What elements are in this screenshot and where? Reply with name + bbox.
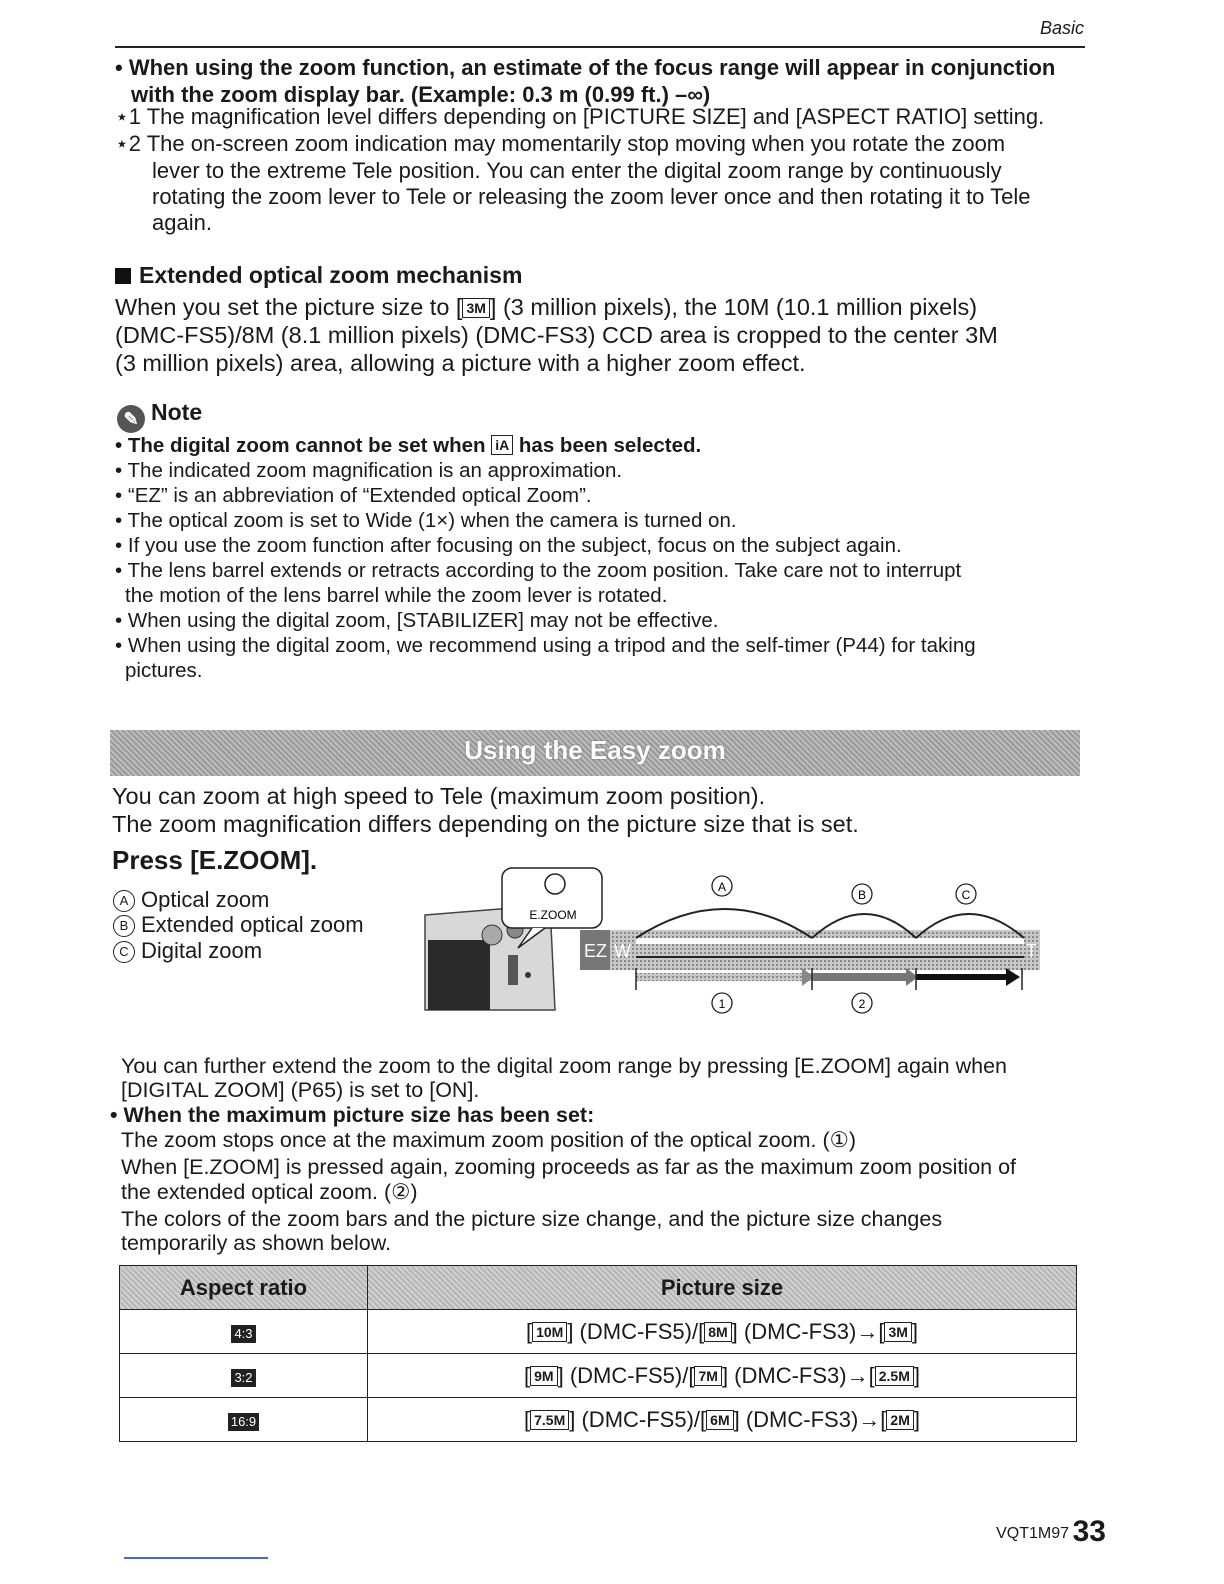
easy-zoom-intro-2: The zoom magnification differs depending on the picture size that is set. <box>112 811 859 837</box>
mark-c-icon: C <box>113 941 135 963</box>
note-bullet-bold: • The digital zoom cannot be set when iA has been selected. <box>115 434 702 457</box>
extended-para-3: (3 million pixels) area, allowing a picture with a higher zoom effect. <box>115 350 806 376</box>
section-banner <box>110 730 1080 776</box>
further-1: You can further extend the zoom to the digital zoom range by pressing [E.ZOOM] again when <box>121 1054 1007 1078</box>
footnote-2-line-d: again. <box>152 210 212 235</box>
note-item: • When using the digital zoom, we recommend using a tripod and the self-timer (P44) for taking <box>115 634 976 657</box>
size-icon: 2.5M <box>875 1366 914 1386</box>
note-item: • The lens barrel extends or retracts according to the zoom position. Take care not to interrupt <box>115 559 962 582</box>
square-bullet-icon <box>115 268 131 284</box>
diagram-num-2: 2 <box>858 997 866 1011</box>
focus-range-bullet: • When using the zoom function, an estimate of the focus range will appear in conjunction with the zoom display bar. (Example: 0.3 m (0.99 ft.) –∞) <box>115 55 1056 107</box>
size-icon: 7M <box>694 1366 721 1386</box>
diagram-mark-a: A <box>717 880 727 894</box>
extended-para-2: (DMC-FS5)/8M (8.1 million pixels) (DMC-FS3) CCD area is cropped to the center 3M <box>115 322 998 348</box>
zoom-bar-track <box>636 938 1024 944</box>
mark-b-icon: B <box>113 915 135 937</box>
press-ezoom-heading: Press [E.ZOOM]. <box>112 845 318 875</box>
diagram-mark-c: C <box>961 888 971 902</box>
table-row: 3:2 [ 9M ] (DMC-FS5)/[ 7M ] (DMC-FS3)→[ 2.5M ] <box>120 1354 1077 1398</box>
header-picture-size: Picture size <box>368 1266 1077 1310</box>
max-size-line-3: the extended optical zoom. (②) <box>121 1180 418 1204</box>
aspect-ratio-icon: 16:9 <box>228 1413 259 1431</box>
ez-label: EZ <box>584 941 608 961</box>
easy-zoom-diagram <box>420 860 1045 1020</box>
extended-para-1: When you set the picture size to [ 3M ] (3 million pixels), the 10M (10.1 million pixels) <box>115 294 978 320</box>
header-aspect-ratio: Aspect ratio <box>120 1266 368 1310</box>
footnote-1: ⋆1 The magnification level differs depending on [PICTURE SIZE] and [ASPECT RATIO] setting. <box>115 104 1045 129</box>
further-2: [DIGITAL ZOOM] (P65) is set to [ON]. <box>121 1078 480 1102</box>
max-size-line-1: The zoom stops once at the maximum zoom position of the optical zoom. (①) <box>121 1128 857 1152</box>
header-rule <box>115 46 1085 48</box>
ezoom-button-label: E.ZOOM <box>529 908 577 922</box>
note-item: • If you use the zoom function after focusing on the subject, focus on the subject again. <box>115 534 902 557</box>
size-icon: 7.5M <box>530 1410 569 1430</box>
size-icon: 3M <box>884 1322 911 1342</box>
document-code: VQT1M97 <box>996 1525 1069 1542</box>
note-item: • “EZ” is an abbreviation of “Extended optical Zoom”. <box>115 484 592 507</box>
diagram-mark-b: B <box>857 888 867 902</box>
mark-a-icon: A <box>113 890 135 912</box>
tele-label: T <box>1026 941 1037 961</box>
pencil-icon: ✎ <box>117 405 145 433</box>
size-icon: 10M <box>532 1322 567 1342</box>
wide-label: W <box>614 941 631 961</box>
legend-extended: B Extended optical zoom <box>113 911 364 938</box>
picture-size-table <box>119 1265 1077 1442</box>
note-item-cont: the motion of the lens barrel while the zoom lever is rotated. <box>125 584 668 607</box>
page-number: 33 <box>1072 1515 1106 1548</box>
intelligent-auto-icon: iA <box>491 435 513 455</box>
footnote-2-line-b: lever to the extreme Tele position. You can enter the digital zoom range by continuously <box>152 158 1002 183</box>
aspect-ratio-icon: 3:2 <box>231 1369 255 1387</box>
note-title: ✎ Note <box>117 399 202 433</box>
size-icon: 9M <box>530 1366 557 1386</box>
arrow-step-1 <box>636 973 812 981</box>
note-item-cont: pictures. <box>125 659 203 682</box>
size-icon: 6M <box>706 1410 733 1430</box>
max-size-heading: • When the maximum picture size has been set: <box>110 1103 595 1127</box>
legend-optical: A Optical zoom <box>113 886 269 913</box>
diagram-num-1: 1 <box>718 997 726 1011</box>
legend-digital: C Digital zoom <box>113 937 262 964</box>
max-size-line-5: temporarily as shown below. <box>121 1231 392 1255</box>
arrow-step-3 <box>916 974 1012 980</box>
note-item: • The indicated zoom magnification is an approximation. <box>115 459 623 482</box>
max-size-line-4: The colors of the zoom bars and the picture size change, and the picture size changes <box>121 1207 943 1231</box>
banner-title: Using the Easy zoom <box>464 735 726 765</box>
note-item: • When using the digital zoom, [STABILIZER] may not be effective. <box>115 609 719 632</box>
note-item: • The optical zoom is set to Wide (1×) when the camera is turned on. <box>115 509 737 532</box>
footnote-2-line-c: rotating the zoom lever to Tele or releasing the zoom lever once and then rotating it to Tele <box>152 184 1031 209</box>
section-label: Basic <box>1039 18 1084 38</box>
size-icon: 8M <box>704 1322 731 1342</box>
picture-size-icon: 3M <box>462 298 489 318</box>
extended-heading: Extended optical zoom mechanism <box>115 262 522 289</box>
footer-rule <box>124 1557 268 1559</box>
easy-zoom-intro-1: You can zoom at high speed to Tele (maximum zoom position). <box>112 783 766 809</box>
max-size-line-2: When [E.ZOOM] is pressed again, zooming proceeds as far as the maximum zoom position of <box>121 1155 1017 1179</box>
size-icon: 2M <box>886 1410 913 1430</box>
arrow-step-2 <box>812 973 912 981</box>
table-row: 4:3 [ 10M ] (DMC-FS5)/[ 8M ] (DMC-FS3)→[ 3M ] <box>120 1310 1077 1354</box>
aspect-ratio-icon: 4:3 <box>231 1325 255 1343</box>
table-row: 16:9 [ 7.5M ] (DMC-FS5)/[ 6M ] (DMC-FS3)→[ 2M ] <box>120 1398 1077 1442</box>
footnote-2: ⋆2 The on-screen zoom indication may momentarily stop moving when you rotate the zoom <box>115 131 1006 156</box>
